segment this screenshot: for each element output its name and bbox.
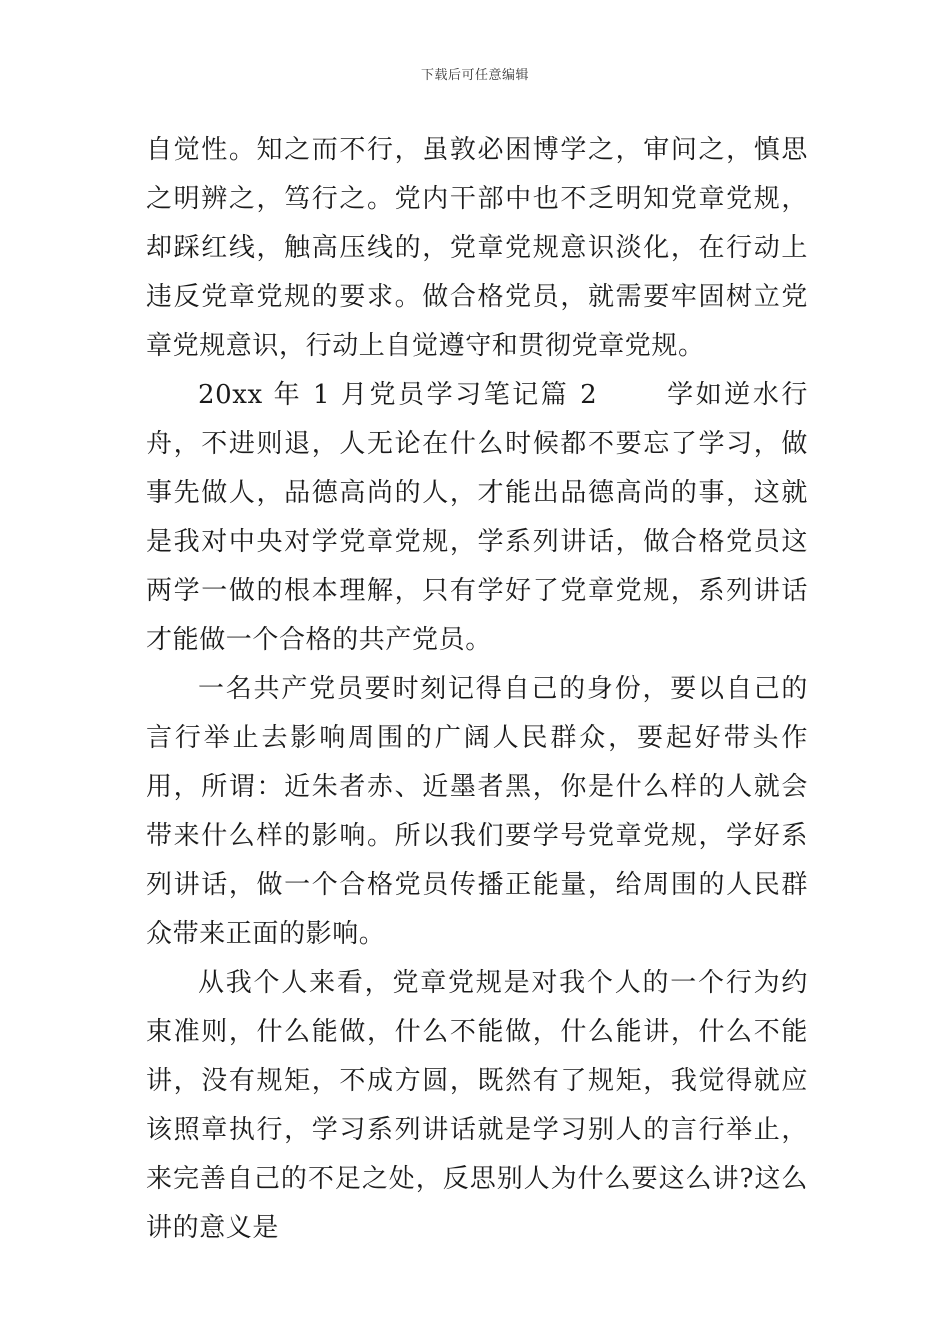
paragraph-4: 从我个人来看，党章党规是对我个人的一个行为约束准则，什么能做，什么不能做，什么能讲，什么不能讲，没有规矩，不成方圆，既然有了规矩，我觉得就应该照章执行，学习系列讲话就是学习别人的言行举止，来完善自己的不足之处，反思别人为什么要这么讲?这么讲的意义是 bbox=[146, 968, 808, 1243]
paragraph-3: 一名共产党员要时刻记得自己的身份，要以自己的言行举止去影响周围的广阔人民群众，要起好带头作用，所谓：近朱者赤、近墨者黑，你是什么样的人就会带来什么样的影响。所以我们要学号党章党规，学好系列讲话，做一个合格党员传播正能量，给周围的人民群众带来正面的影响。 bbox=[146, 674, 808, 949]
document-body bbox=[146, 126, 808, 1253]
header-note: 下载后可任意编辑 bbox=[420, 68, 529, 83]
paragraph-1: 自觉性。知之而不行，虽敦必困博学之，审问之，慎思之明辨之，笃行之。党内干部中也不乏明知党章党规，却踩红线，触高压线的，党章党规意识淡化，在行动上违反党章党规的要求。做合格党员，就需要牢固树立党章党规意识，行动上自觉遵守和贯彻党章党规。 bbox=[146, 135, 808, 361]
paragraph-2: 20xx 年 1 月党员学习笔记篇 2 学如逆水行舟，不进则退，人无论在什么时候都不要忘了学习，做事先做人，品德高尚的人，才能出品德高尚的事，这就是我对中央对学党章党规，学系列讲话，做合格党员这两学一做的根本理解，只有学好了党章党规，系列讲话才能做一个合格的共产党员。 bbox=[146, 380, 808, 655]
